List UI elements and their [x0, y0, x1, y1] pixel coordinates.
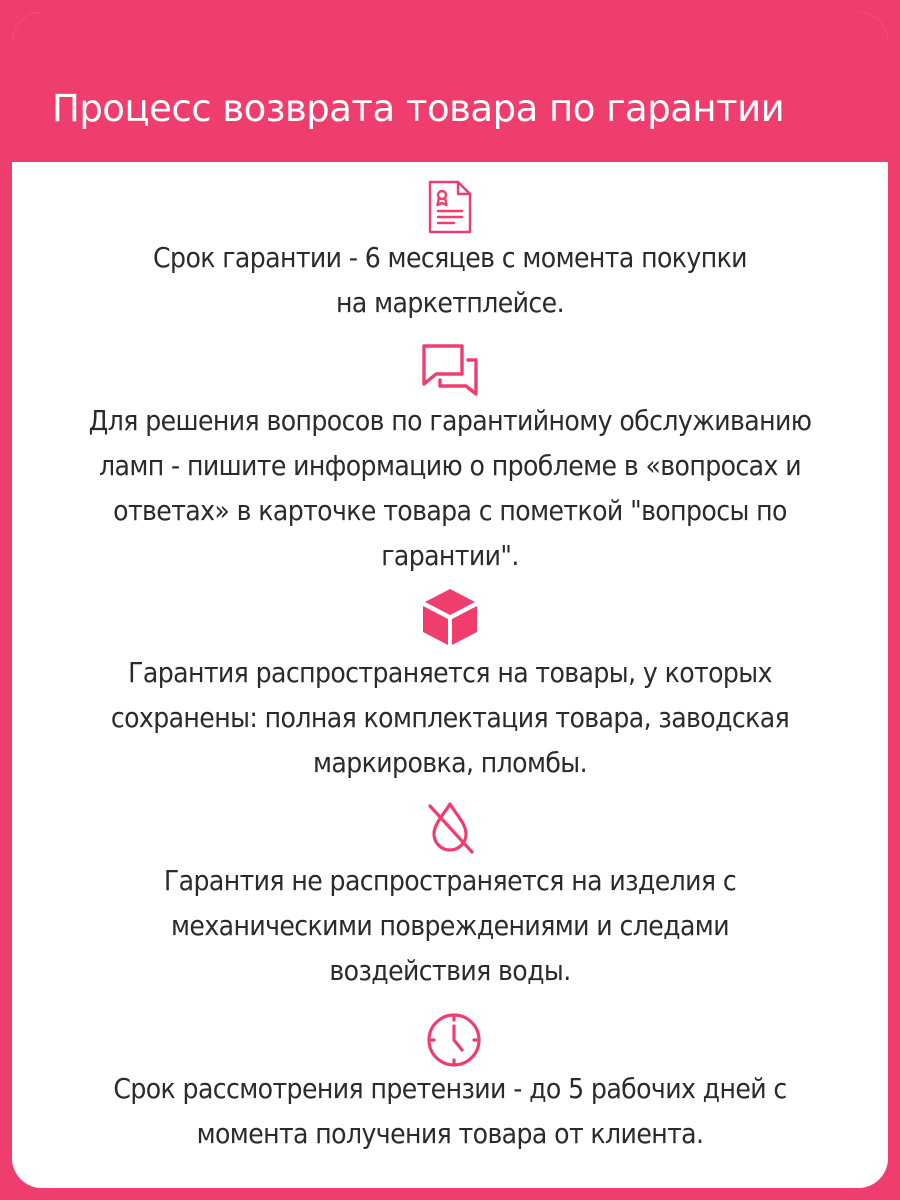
page-title: Процесс возврата товара по гарантии	[52, 87, 785, 130]
box-icon	[420, 586, 480, 646]
text-line: ламп - пишите информацию о проблеме в «вопросах и	[99, 449, 801, 482]
text-line: на маркетплейсе.	[336, 286, 564, 319]
review-time-text	[32, 1066, 868, 1156]
text-line: Для решения вопросов по гарантийному обслуживанию	[88, 404, 812, 437]
text-line: момента получения товара от клиента.	[196, 1117, 704, 1150]
certificate-document-icon	[420, 178, 480, 238]
clock-icon	[424, 1010, 484, 1070]
coverage-text	[32, 650, 868, 785]
text-line: Срок рассмотрения претензии - до 5 рабочих дней с	[113, 1072, 787, 1105]
no-water-icon	[420, 796, 480, 856]
text-line: маркировка, пломбы.	[313, 746, 587, 779]
exclusions-text	[32, 858, 868, 993]
questions-text	[32, 398, 868, 578]
warranty-card	[12, 12, 888, 1188]
warranty-period-text	[32, 235, 868, 325]
text-line: воздействия воды.	[329, 954, 571, 987]
text-line: механическими повреждениями и следами	[171, 909, 729, 942]
text-line: ответах» в карточке товара с пометкой "вопросы по	[113, 494, 787, 527]
text-line: Гарантия не распространяется на изделия с	[163, 864, 737, 897]
chat-bubbles-icon	[420, 340, 480, 400]
text-line: сохранены: полная комплектация товара, заводская	[110, 701, 790, 734]
text-line: гарантии".	[381, 539, 519, 572]
text-line: Срок гарантии - 6 месяцев с момента покупки	[153, 241, 747, 274]
text-line: Гарантия распространяется на товары, у которых	[128, 656, 772, 689]
